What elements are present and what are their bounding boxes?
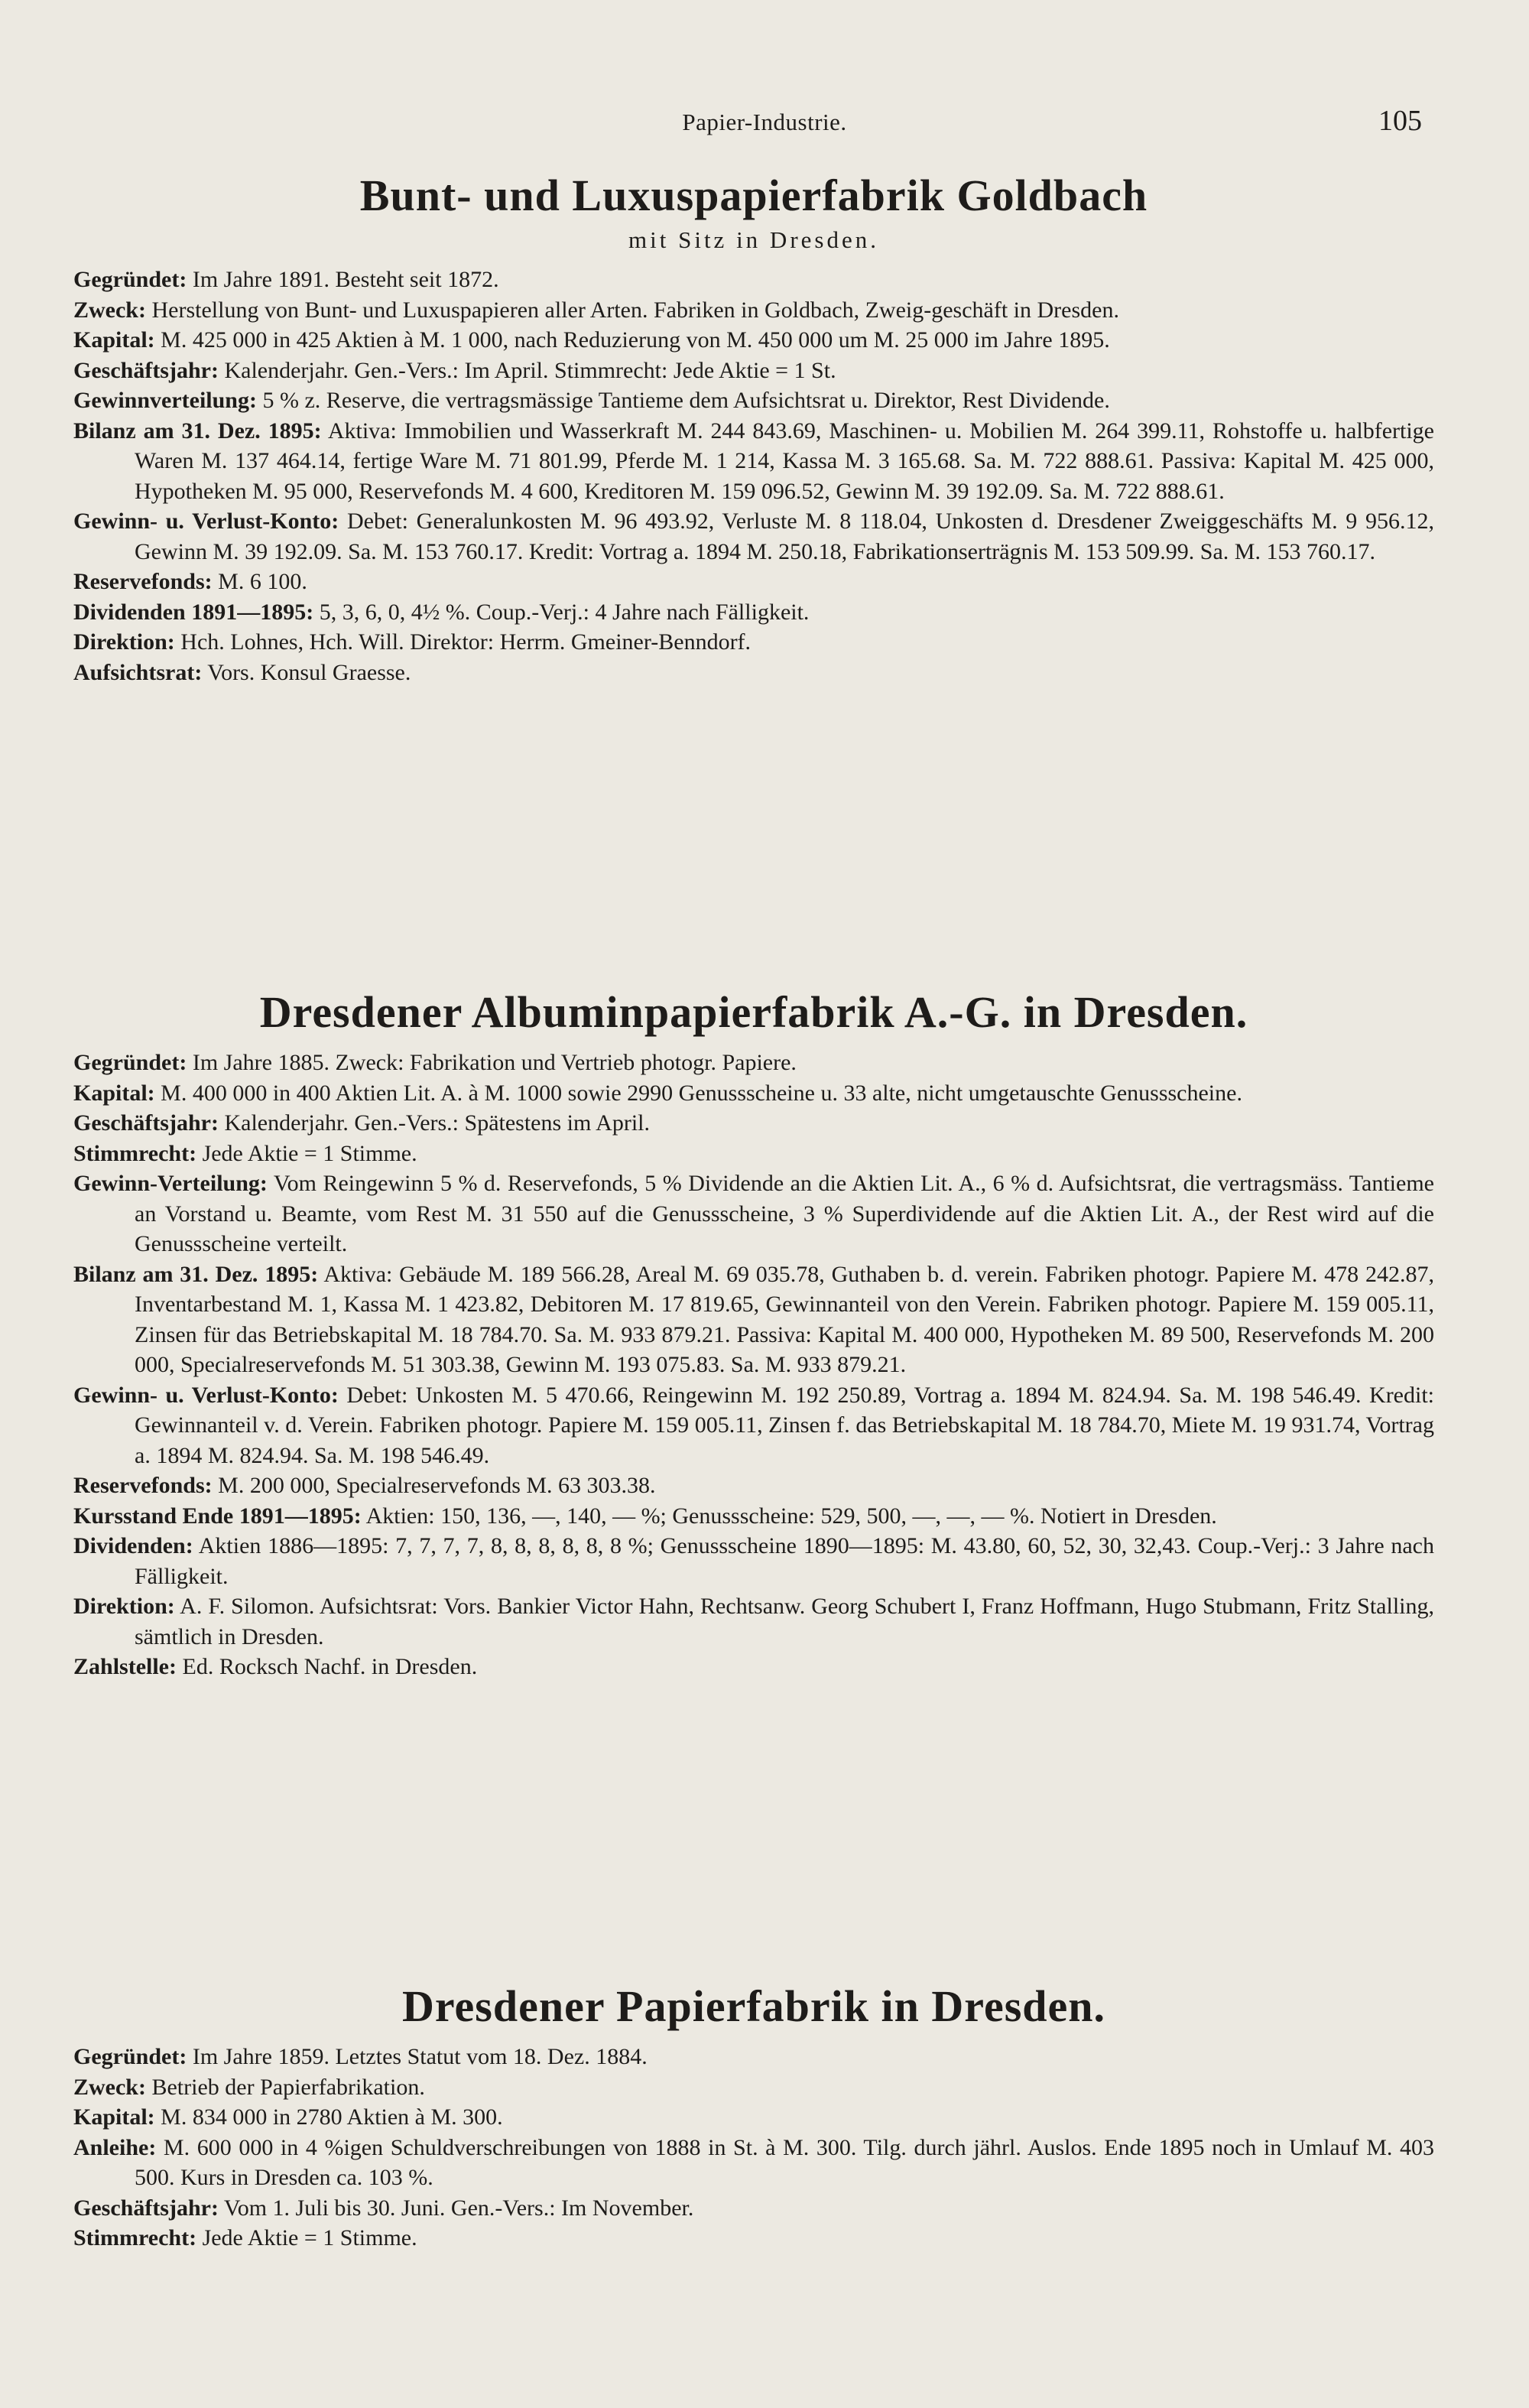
entry-share-prices: Kursstand Ende 1891—1895: Aktien: 150, 136, —, 140, — %; Genussscheine: 529, 500, —, —, — %. Notiert in Dresden. xyxy=(73,1503,1217,1529)
company-section-papierfabrik xyxy=(73,1981,1434,2254)
entry-management: Direktion: A. F. Silomon. Aufsichtsrat: Vors. Bankier Victor Hahn, Rechtsanw. Georg Schubert I, Franz Hoffmann, Hugo Stubmann, Fritz Stalling, sämtlich in Dresden. xyxy=(73,1594,1434,1649)
entry-profit-distribution: Gewinnverteilung: 5 % z. Reserve, die vertragsmässige Tantieme dem Aufsichtsrat u. Direktor, Rest Dividende. xyxy=(73,388,1110,413)
company-title: Dresdener Albuminpapierfabrik A.-G. in Dresden. xyxy=(259,987,1248,1037)
entry-voting-right: Stimmrecht: Jede Aktie = 1 Stimme. xyxy=(73,1140,417,1166)
company-title: Bunt- und Luxuspapierfabrik Goldbach xyxy=(359,171,1148,220)
entry-profit-distribution: Gewinn-Verteilung: Vom Reingewinn 5 % d. Reservefonds, 5 % Dividende an die Aktien Lit. A., 6 % d. Aufsichtsrat, die vertragsmäss. Tantieme an Vorstand u. Beamte, vom Rest M. 31 550 auf die Genussscheine, 3 % Superdividende auf die Aktien Lit. A., der Rest wird auf die Genussscheine verteilt. xyxy=(73,1171,1434,1256)
entry-founded: Gegründet: Im Jahre 1859. Letztes Statut vom 18. Dez. 1884. xyxy=(73,2044,648,2069)
entry-management: Direktion: Hch. Lohnes, Hch. Will. Direktor: Herrm. Gmeiner-Benndorf. xyxy=(73,629,752,655)
entry-fiscal-year: Geschäftsjahr: Kalenderjahr. Gen.-Vers.: Spätestens im April. xyxy=(73,1110,651,1136)
entry-profit-loss-account: Gewinn- u. Verlust-Konto: Debet: Generalunkosten M. 96 493.92, Verluste M. 8 118.04, Unkosten d. Dresdener Zweiggeschäfts M. 9 956.12, Gewinn M. 39 192.09. Sa. M. 153 760.17. Kredit: Vortrag a. 1894 M. 250.18, Fabrikationserträgnis M. 153 509.99. Sa. M. 153 760.17. xyxy=(73,509,1434,564)
running-header xyxy=(0,102,1529,141)
entry-dividends: Dividenden 1891—1895: 5, 3, 6, 0, 4½ %. Coup.-Verj.: 4 Jahre nach Fälligkeit. xyxy=(73,599,810,625)
company-title: Dresdener Papierfabrik in Dresden. xyxy=(401,1981,1106,2031)
entry-founded: Gegründet: Im Jahre 1891. Besteht seit 1872. xyxy=(73,267,499,292)
entry-reserve-fund: Reservefonds: M. 200 000, Specialreservefonds M. 63 303.38. xyxy=(73,1473,656,1498)
entry-capital: Kapital: M. 834 000 in 2780 Aktien à M. 300. xyxy=(73,2104,503,2130)
entry-purpose: Zweck: Herstellung von Bunt- und Luxuspapieren aller Arten. Fabriken in Goldbach, Zweig-geschäft in Dresden. xyxy=(73,297,1119,323)
entry-founded: Gegründet: Im Jahre 1885. Zweck: Fabrikation und Vertrieb photogr. Papiere. xyxy=(73,1050,797,1075)
entry-dividends: Dividenden: Aktien 1886—1895: 7, 7, 7, 7, 8, 8, 8, 8, 8, 8 %; Genussscheine 1890—1895: M. 43.80, 60, 52, 30, 32,43. Coup.-Verj.: 3 Jahre nach Fälligkeit. xyxy=(73,1533,1434,1589)
running-title: Papier-Industrie. xyxy=(682,109,847,135)
entry-balance-sheet: Bilanz am 31. Dez. 1895: Aktiva: Immobilien und Wasserkraft M. 244 843.69, Maschinen- u. Mobilien M. 264 399.11, Rohstoffe u. halbfertige Waren M. 137 464.14, fertige Ware M. 71 801.99, Pferde M. 1 214, Kassa M. 3 165.68. Sa. M. 722 888.61. Passiva: Kapital M. 425 000, Hypotheken M. 95 000, Reservefonds M. 4 600, Kreditoren M. 159 096.52, Gewinn M. 39 192.09. Sa. M. 722 888.61. xyxy=(73,418,1434,504)
company-section-albuminpapier xyxy=(73,986,1434,1682)
entry-purpose: Zweck: Betrieb der Papierfabrikation. xyxy=(73,2074,425,2100)
page-number: 105 xyxy=(1378,105,1422,137)
entry-voting-right: Stimmrecht: Jede Aktie = 1 Stimme. xyxy=(73,2225,417,2250)
entry-profit-loss-account: Gewinn- u. Verlust-Konto: Debet: Unkosten M. 5 470.66, Reingewinn M. 192 250.89, Vortrag a. 1894 M. 824.94. Sa. M. 198 546.49. Kredit: Gewinnanteil v. d. Verein. Fabriken photogr. Papiere M. 159 005.11, Zinsen f. das Betriebskapital M. 18 784.70, Miete M. 19 931.74, Vortrag a. 1894 M. 824.94. Sa. M. 198 546.49. xyxy=(73,1382,1434,1468)
entry-capital: Kapital: M. 425 000 in 425 Aktien à M. 1 000, nach Reduzierung von M. 450 000 um M. 25 000 im Jahre 1895. xyxy=(73,327,1110,353)
entry-bond: Anleihe: M. 600 000 in 4 %igen Schuldverschreibungen von 1888 in St. à M. 300. Tilg. durch jährl. Auslos. Ende 1895 noch in Umlauf M. 403 500. Kurs in Dresden ca. 103 %. xyxy=(73,2134,1434,2190)
entry-fiscal-year: Geschäftsjahr: Vom 1. Juli bis 30. Juni. Gen.-Vers.: Im November. xyxy=(73,2195,694,2221)
entry-balance-sheet: Bilanz am 31. Dez. 1895: Aktiva: Gebäude M. 189 566.28, Areal M. 69 035.78, Guthaben b. d. verein. Fabriken photogr. Papiere M. 478 242.87, Inventarbestand M. 1, Kassa M. 1 423.82, Debitoren M. 17 819.65, Gewinnanteil von den Verein. Fabriken photogr. Papiere M. 159 005.11, Zinsen für das Betriebskapital M. 18 784.70. Sa. M. 933 879.21. Passiva: Kapital M. 400 000, Hypotheken M. 89 500, Reservefonds M. 200 000, Specialreservefonds M. 51 303.38, Gewinn M. 193 075.83. Sa. M. 933 879.21. xyxy=(73,1261,1434,1377)
entry-supervisory-board: Aufsichtsrat: Vors. Konsul Graesse. xyxy=(73,659,411,685)
entry-fiscal-year: Geschäftsjahr: Kalenderjahr. Gen.-Vers.: Im April. Stimmrecht: Jede Aktie = 1 St. xyxy=(73,357,836,383)
company-subtitle: mit Sitz in Dresden. xyxy=(628,226,879,253)
entry-reserve-fund: Reservefonds: M. 6 100. xyxy=(73,569,307,594)
company-section-goldbach xyxy=(73,170,1434,687)
entry-paying-agent: Zahlstelle: Ed. Rocksch Nachf. in Dresden. xyxy=(73,1654,478,1679)
entry-capital: Kapital: M. 400 000 in 400 Aktien Lit. A. à M. 1000 sowie 2990 Genussscheine u. 33 alte, nicht umgetauschte Genussscheine. xyxy=(73,1080,1242,1106)
